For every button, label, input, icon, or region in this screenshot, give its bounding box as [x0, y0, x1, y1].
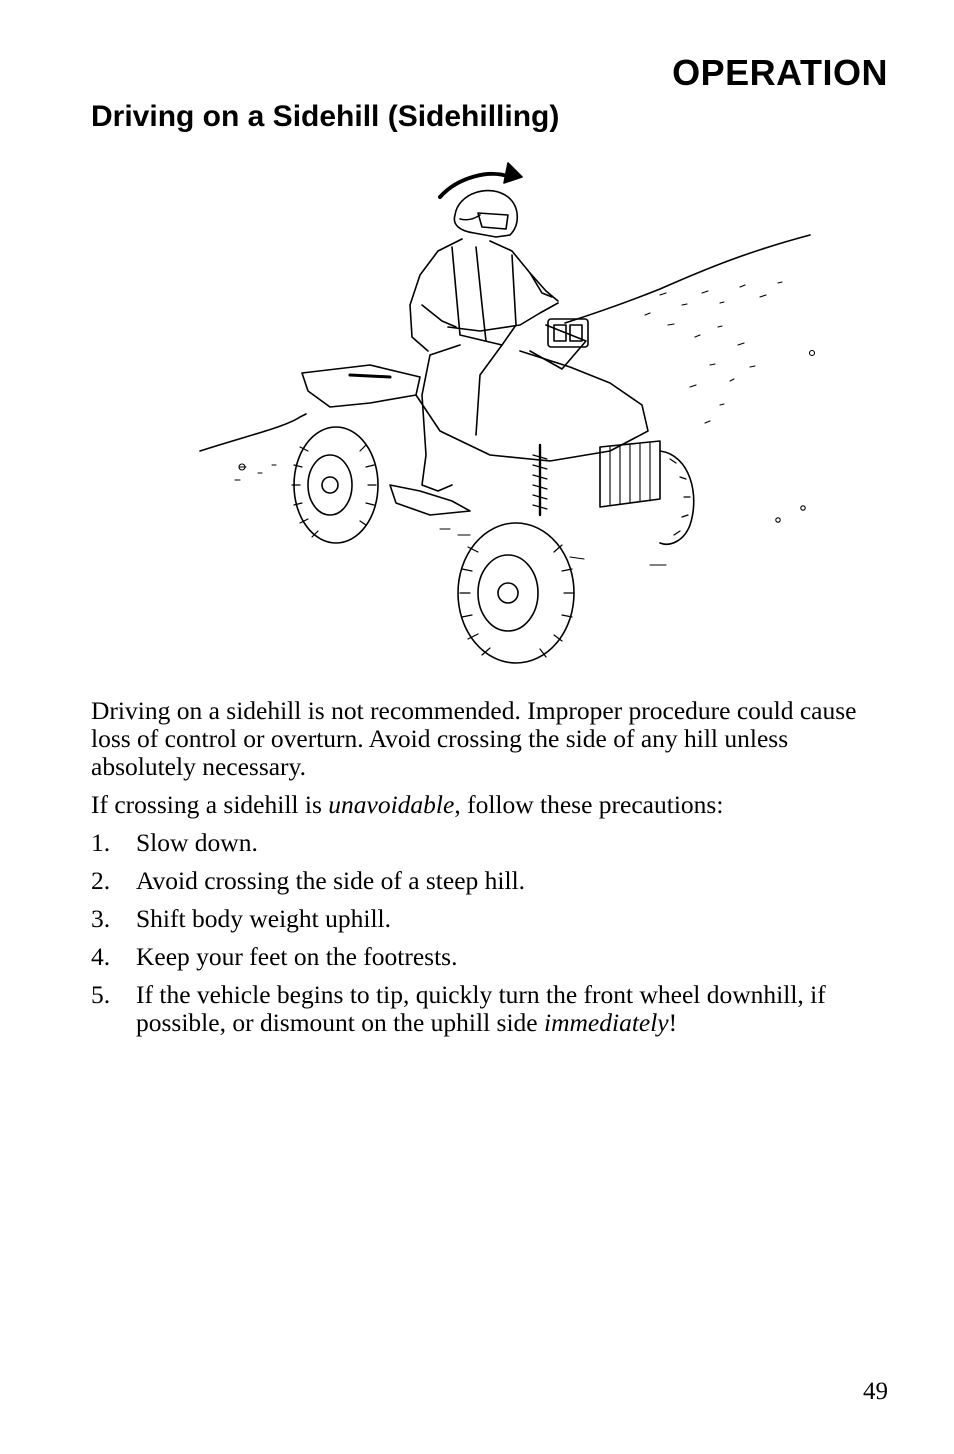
step-number: 5.	[91, 980, 111, 1009]
precaution-intro-after: , follow these precautions:	[454, 790, 724, 819]
list-item	[91, 943, 891, 971]
step-text: Slow down.	[136, 828, 258, 857]
precaution-steps	[91, 829, 891, 1037]
step-number: 2.	[91, 866, 111, 895]
step-number: 3.	[91, 904, 111, 933]
atv-sidehill-illustration	[190, 155, 830, 670]
step-text: Shift body weight uphill.	[136, 904, 391, 933]
list-item	[91, 829, 891, 857]
precaution-intro	[91, 791, 891, 819]
body-text	[91, 697, 891, 1047]
list-item	[91, 981, 891, 1037]
section-header: OPERATION	[672, 52, 888, 93]
page-title: Driving on a Sidehill (Sidehilling)	[91, 100, 560, 133]
step-text: If the vehicle begins to tip, quickly turn the front wheel downhill, if possible, or dismount on the uphill side	[136, 980, 826, 1037]
step-number: 4.	[91, 942, 111, 971]
step-number: 1.	[91, 828, 111, 857]
page-number: 49	[863, 1378, 888, 1405]
step-emphasis: immediately	[544, 1008, 669, 1037]
intro-paragraph: Driving on a sidehill is not recommended. Improper procedure could cause loss of control or overturn. Avoid crossing the side of any hill unless absolutely necessary.	[91, 696, 857, 781]
step-text: Keep your feet on the footrests.	[136, 942, 458, 971]
precaution-intro-emphasis: unavoidable	[328, 790, 455, 819]
step-text-end: !	[668, 1008, 678, 1037]
precaution-intro-text: If crossing a sidehill is	[91, 790, 329, 819]
list-item	[91, 905, 891, 933]
step-text: Avoid crossing the side of a steep hill.	[136, 866, 526, 895]
list-item	[91, 867, 891, 895]
